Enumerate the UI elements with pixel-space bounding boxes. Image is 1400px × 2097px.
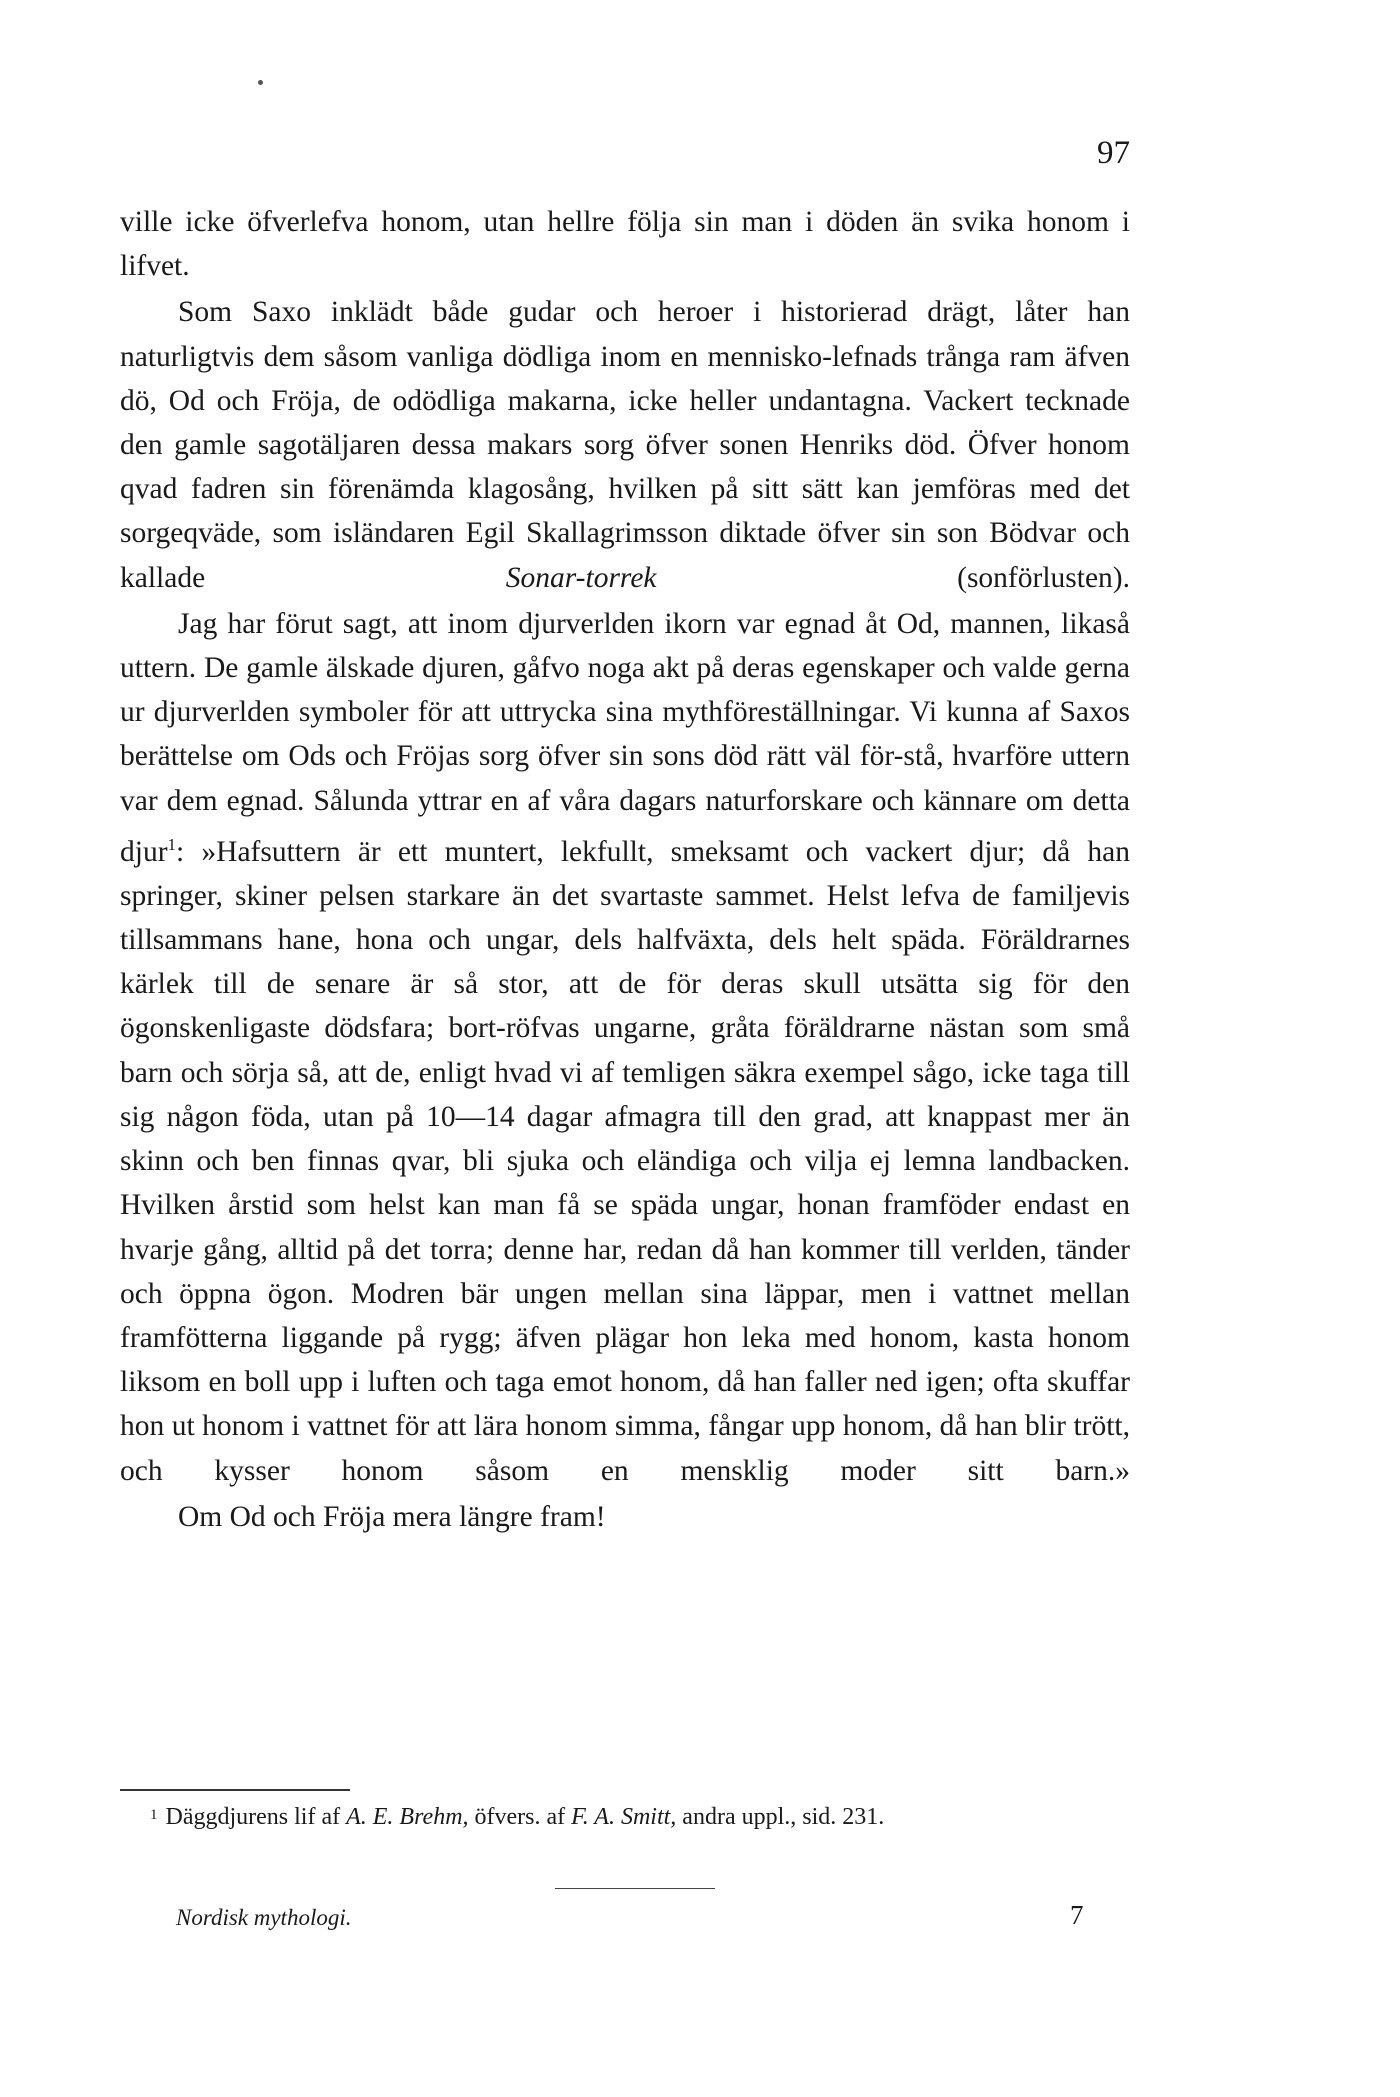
signature-number: 7 bbox=[1070, 1900, 1084, 1930]
paragraph-1 bbox=[120, 200, 1130, 288]
paragraph-1-text: ville icke öfverlefva honom, utan hellre följa sin man i döden än svika honom i lifvet. bbox=[120, 206, 1130, 283]
paragraph-2 bbox=[120, 290, 1130, 599]
footnote bbox=[150, 1800, 1130, 1834]
paragraph-3-text-end: : »Hafsuttern är ett muntert, lekfullt, smeksamt och vackert djur; då han springer, skiner pelsen starkare än det svartaste sammet. Helst lefva de familjevis tillsammans hane, hona och ungar, dels halfväxta, dels helt späda. Föräldrarnes kärlek till de senare är så stor, att de för deras skull utsätta sig för den ögonskenligaste dödsfara; bort-röfvas ungarne, gråta föräldrarne nästan som små barn och sörja så, att de, enligt hvad vi af temligen säkra exempel sågo, icke taga till sig någon föda, utan på 10—14 dagar afmagra till den grad, att knappast mer än skinn och ben finnas qvar, bli sjuka och eländiga och vilja ej lemna landbacken. Hvilken årstid som helst kan man få se späda ungar, honan framföder endast en hvarje gång, alltid på det torra; denne har, redan då han kommer till verlden, tänder och öppna ögon. Modren bär ungen mellan sina läppar, men i vattnet mellan framfötterna liggande på rygg; äfven plägar hon leka med honom, kasta honom liksom en boll upp i luften och taga emot honom, då han faller ned igen; ofta skuffar hon ut honom i vattnet för att lära honom simma, fångar upp honom, då han blir trött, och kysser honom såsom en mensklig moder sitt barn.» bbox=[120, 835, 1130, 1487]
footnote-text-2: öfvers. af bbox=[468, 1804, 572, 1830]
speck-mark bbox=[258, 80, 263, 85]
paragraph-4 bbox=[120, 1495, 1130, 1539]
main-text bbox=[120, 200, 1130, 1539]
paragraph-2-text-end: (sonförlusten). bbox=[656, 561, 1130, 594]
footnote-text-1: Däggdjurens lif af bbox=[165, 1804, 347, 1830]
footnote-mark: 1 bbox=[150, 1807, 158, 1823]
paragraph-3-text: Jag har förut sagt, att inom djurverlden ikorn var egnad åt Od, mannen, likaså uttern. De gamle älskade djuren, gåfvo noga akt på deras egenskaper och valde gerna ur djurverlden symboler för att uttrycka sina mythföreställningar. Vi kunna af Saxos berättelse om Ods och Fröjas sorg öfver sin sons död rätt väl för-stå, hvarföre uttern var dem egnad. Sålunda yttrar en af våra dagars naturforskare och kännare om detta djur bbox=[120, 607, 1130, 868]
page-number: 97 bbox=[1097, 135, 1130, 171]
paragraph-2-text: Som Saxo inklädt både gudar och heroer i historierad drägt, låter han naturligtvis dem såsom vanliga dödliga inom en mennisko-lefnads trånga ram äfven dö, Od och Fröja, de odödliga makarna, icke heller undantagna. Vackert tecknade den gamle sagotäljaren dessa makars sorg öfver sonen Henriks död. Öfver honom qvad fadren sin förenämda klagosång, hvilken på sitt sätt kan jemföras med det sorgeqväde, som isländaren Egil Skallagrimsson diktade öfver sin son Bödvar och kallade bbox=[120, 296, 1130, 594]
footnote-reference: 1 bbox=[167, 834, 177, 854]
footnote-author: A. E. Brehm, bbox=[346, 1804, 469, 1830]
paragraph-4-text: Om Od och Fröja mera längre fram! bbox=[178, 1500, 606, 1533]
paragraph-3 bbox=[120, 602, 1130, 1493]
footnote-translator: F. A. Smitt, bbox=[571, 1804, 677, 1830]
footnote-divider bbox=[120, 1789, 350, 1791]
signature-divider bbox=[555, 1888, 715, 1889]
italic-title-sonar-torrek: Sonar-torrek bbox=[505, 561, 657, 594]
footnote-text-3: andra uppl., sid. 231. bbox=[676, 1804, 885, 1830]
signature-title: Nordisk mythologi. bbox=[176, 1905, 352, 1930]
